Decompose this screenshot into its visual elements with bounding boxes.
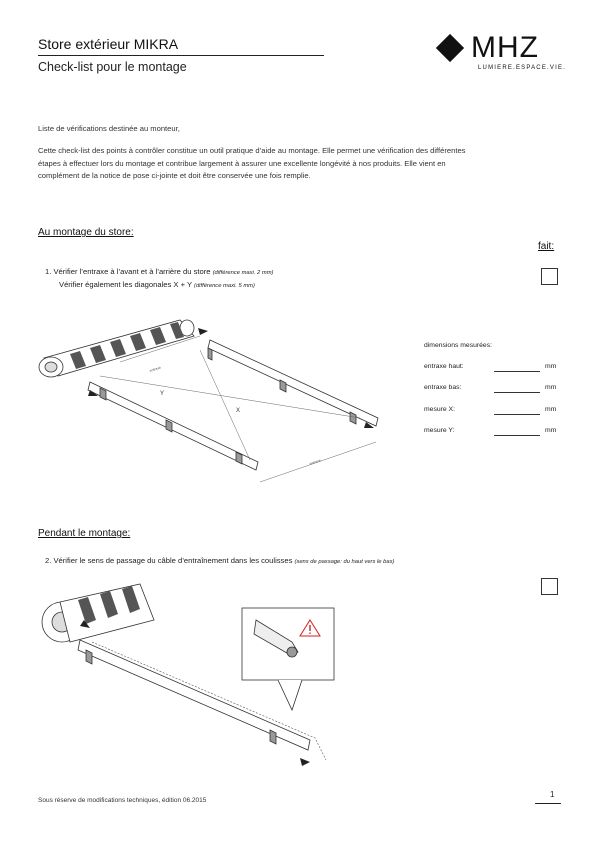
done-column-label: fait: <box>538 241 555 252</box>
dimension-label: entraxe bas: <box>424 384 462 391</box>
dimension-label: mesure X: <box>424 406 455 413</box>
document-subtitle: Check-list pour le montage <box>38 60 187 74</box>
step-1-line-1 <box>45 267 273 276</box>
document-title: Store extérieur MIKRA <box>38 36 179 52</box>
page-number: 1 <box>550 790 555 799</box>
roller-drum <box>42 584 154 642</box>
dimension-unit: mm <box>545 363 557 370</box>
dimension-unit: mm <box>545 384 557 391</box>
title-rule <box>38 55 324 56</box>
dimension-input-line[interactable] <box>494 392 540 393</box>
step-1-line-2 <box>59 280 255 289</box>
dimension-input-line[interactable] <box>494 371 540 372</box>
diagonal-x-label: X <box>236 408 241 414</box>
detail-callout <box>242 608 334 710</box>
entraxe-label-bottom: entraxe <box>309 458 322 466</box>
dimension-row <box>424 363 574 375</box>
diagonal-y-label: Y <box>160 391 165 397</box>
dimension-unit: mm <box>545 406 557 413</box>
step-1-note-2: (différence maxi. 5 mm) <box>194 283 255 289</box>
step-2-line <box>45 556 394 565</box>
logo-tagline: LUMIERE.ESPACE.VIE. <box>478 65 567 71</box>
logo-diamond-icon <box>436 34 464 62</box>
intro-paragraph-line: étapes à effectuer lors du montage et contribue largement à assurer une excellente longévité à nos produits. Elle vient en <box>38 158 446 168</box>
step-1-text: 1. Vérifier l’entraxe à l’avant et à l’arrière du store <box>45 267 211 276</box>
step-2-text: 2. Vérifier le sens de passage du câble d’entraînement dans les coulisses <box>45 556 293 565</box>
dimension-row <box>424 406 574 418</box>
dimension-row <box>424 384 574 396</box>
step-1-checkbox[interactable] <box>541 268 558 285</box>
dimension-input-line[interactable] <box>494 435 540 436</box>
intro-paragraph-line: complément de la notice de pose ci-jointe et doit être conservée une fois remplie. <box>38 171 311 180</box>
step-2-note: (sens de passage: du haut vers le bas) <box>294 559 395 565</box>
awning-frame-diagram <box>30 300 390 495</box>
intro-line: Liste de vérifications destinée au monteur, <box>38 124 180 133</box>
section-heading-pendant: Pendant le montage: <box>38 528 131 539</box>
dimensions-title: dimensions mesurées: <box>424 342 492 349</box>
cable-routing-diagram <box>30 580 350 780</box>
section-heading-montage: Au montage du store: <box>38 227 134 238</box>
lower-rail <box>88 382 258 470</box>
dimension-row <box>424 427 574 439</box>
step-2-checkbox[interactable] <box>541 578 558 595</box>
intro-paragraph <box>38 145 563 183</box>
entraxe-label-top: entraxe <box>149 365 162 373</box>
step-1-note: (différence maxi. 2 mm) <box>212 270 274 276</box>
logo-text: MHZ <box>471 31 539 64</box>
dimension-unit: mm <box>545 427 557 434</box>
step-1-text-2: Vérifier également les diagonales X + Y <box>59 280 192 289</box>
dimension-label: entraxe haut: <box>424 363 464 370</box>
upper-rail <box>208 340 378 426</box>
dimension-label: mesure Y: <box>424 427 455 434</box>
dimension-input-line[interactable] <box>494 414 540 415</box>
intro-paragraph-line: Cette check-list des points à contrôler constitue un outil pratique d’aide au montage. Elle permet une vérification des différentes <box>38 146 466 155</box>
footer-note: Sous réserve de modifications techniques, édition 06.2015 <box>38 797 207 804</box>
page-number-rule <box>535 803 561 804</box>
